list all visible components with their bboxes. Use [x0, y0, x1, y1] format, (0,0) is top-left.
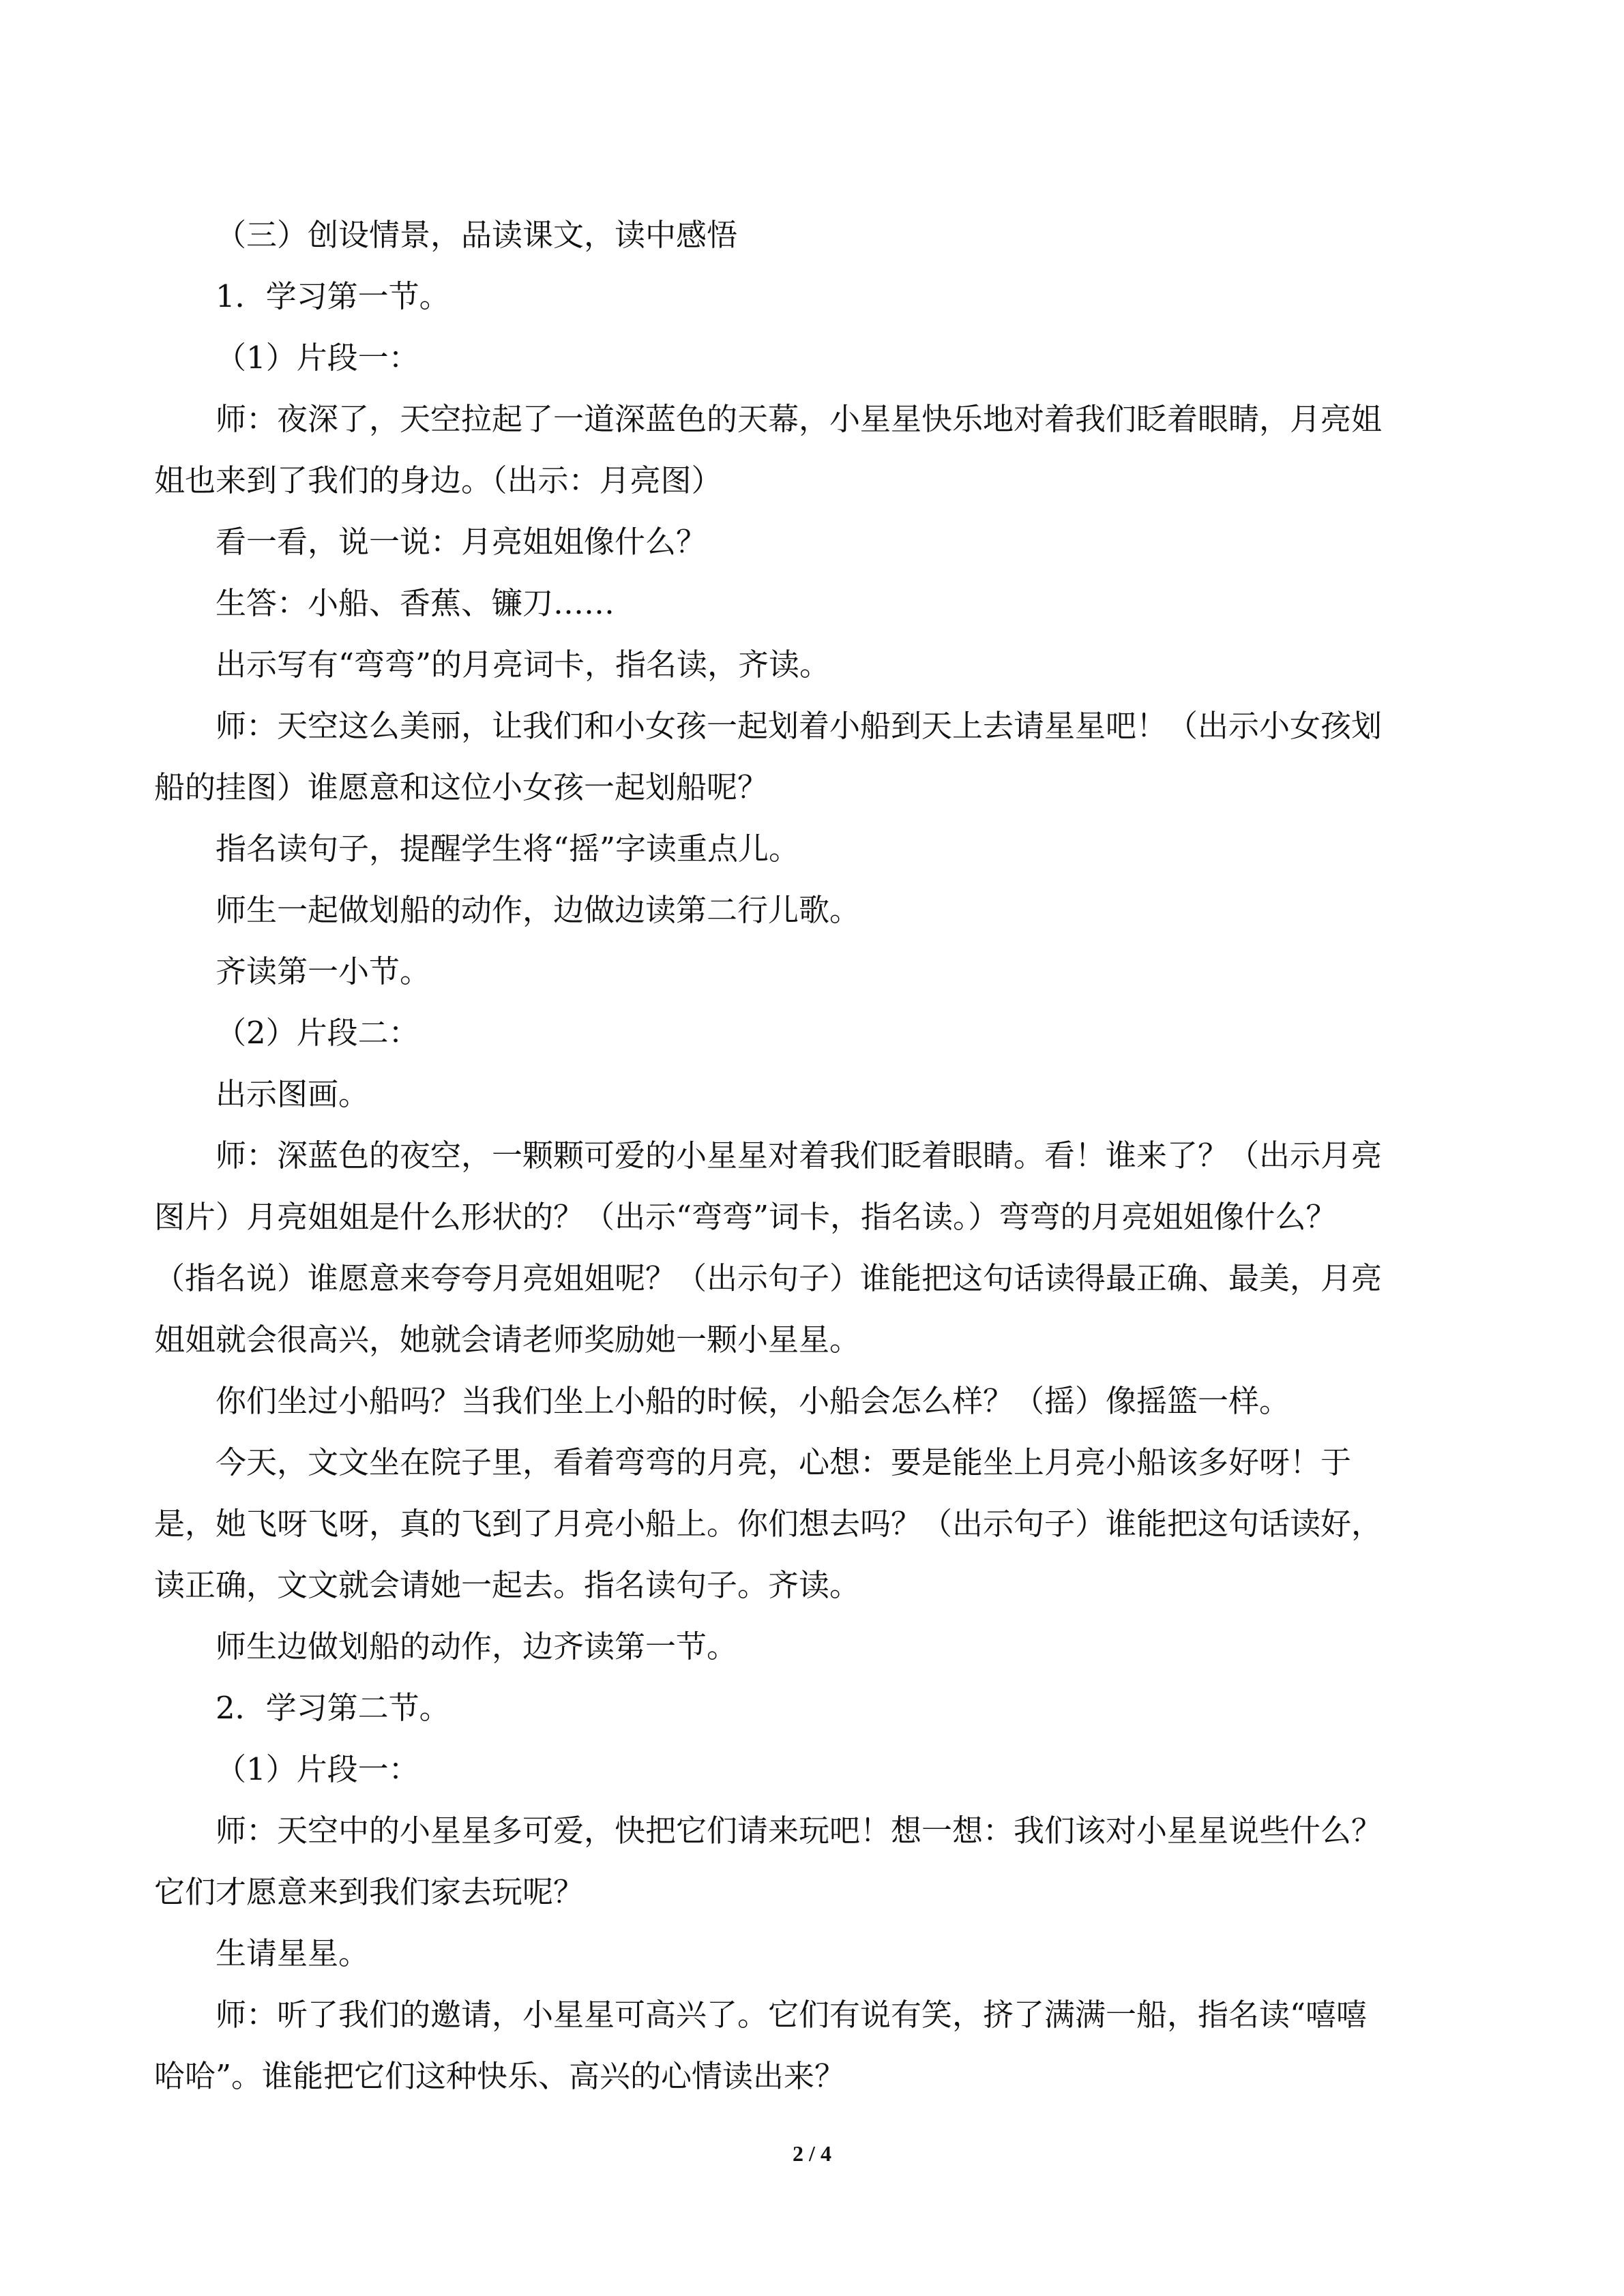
section-heading: （三）创设情景，品读课文，读中感悟: [216, 217, 738, 253]
paragraph-line: 图片）月亮姐姐是什么形状的？（出示“弯弯”词卡，指名读。）弯弯的月亮姐姐像什么？: [154, 1199, 1337, 1235]
paragraph-line: 师：听了我们的邀请，小星星可高兴了。它们有说有笑，挤了满满一船，指名读“嘻嘻: [216, 1997, 1368, 2033]
paragraph-line: 读正确，文文就会请她一起去。指名读句子。齐读。: [154, 1567, 861, 1603]
paragraph-line: 师生边做划船的动作，边齐读第一节。: [216, 1628, 738, 1665]
paragraph-line: 生请星星。: [216, 1935, 370, 1971]
paragraph-line: 姐姐就会很高兴，她就会请老师奖励她一颗小星星。: [154, 1322, 861, 1358]
paragraph-line: 看一看，说一说：月亮姐姐像什么？: [216, 524, 707, 560]
subsection-heading: 1．学习第一节。: [216, 278, 450, 314]
paragraph-line: 哈哈”。谁能把它们这种快乐、高兴的心情读出来？: [154, 2058, 846, 2094]
segment-heading: （2）片段二：: [216, 1015, 419, 1051]
paragraph-line: 出示写有“弯弯”的月亮词卡，指名读，齐读。: [216, 646, 831, 683]
paragraph-line: （指名说）谁愿意来夸夸月亮姐姐呢？（出示句子）谁能把这句话读得最正确、最美，月亮: [154, 1260, 1383, 1296]
paragraph-line: 师：天空中的小星星多可爱，快把它们请来玩吧！想一想：我们该对小星星说些什么？: [216, 1813, 1383, 1849]
segment-heading: （1）片段一：: [216, 1751, 419, 1787]
subsection-heading: 2．学习第二节。: [216, 1690, 450, 1726]
paragraph-line: 它们才愿意来到我们家去玩呢？: [154, 1874, 585, 1910]
paragraph-line: 姐也来到了我们的身边。（出示：月亮图）: [154, 462, 722, 498]
paragraph-line: 是，她飞呀飞呀，真的飞到了月亮小船上。你们想去吗？（出示句子）谁能把这句话读好，: [154, 1506, 1383, 1542]
paragraph-line: 船的挂图）谁愿意和这位小女孩一起划船呢？: [154, 769, 769, 805]
paragraph-line: 师：深蓝色的夜空，一颗颗可爱的小星星对着我们眨着眼睛。看！谁来了？（出示月亮: [216, 1137, 1383, 1174]
paragraph-line: 师：夜深了，天空拉起了一道深蓝色的天幕，小星星快乐地对着我们眨着眼睛，月亮姐: [216, 401, 1383, 437]
paragraph-line: 出示图画。: [216, 1076, 370, 1112]
paragraph-line: 师生一起做划船的动作，边做边读第二行儿歌。: [216, 892, 861, 928]
paragraph-line: 你们坐过小船吗？当我们坐上小船的时候，小船会怎么样？（摇）像摇篮一样。: [216, 1383, 1290, 1419]
paragraph-line: 指名读句子，提醒学生将“摇”字读重点儿。: [216, 831, 800, 867]
page-number: 2 / 4: [793, 2141, 831, 2166]
paragraph-line: 齐读第一小节。: [216, 953, 431, 989]
paragraph-line: 师：天空这么美丽，让我们和小女孩一起划着小船到天上去请星星吧！（出示小女孩划: [216, 708, 1383, 744]
segment-heading: （1）片段一：: [216, 340, 419, 376]
paragraph-line: 今天，文文坐在院子里，看着弯弯的月亮，心想：要是能坐上月亮小船该多好呀！于: [216, 1444, 1352, 1480]
paragraph-line: 生答：小船、香蕉、镰刀……: [216, 585, 615, 621]
